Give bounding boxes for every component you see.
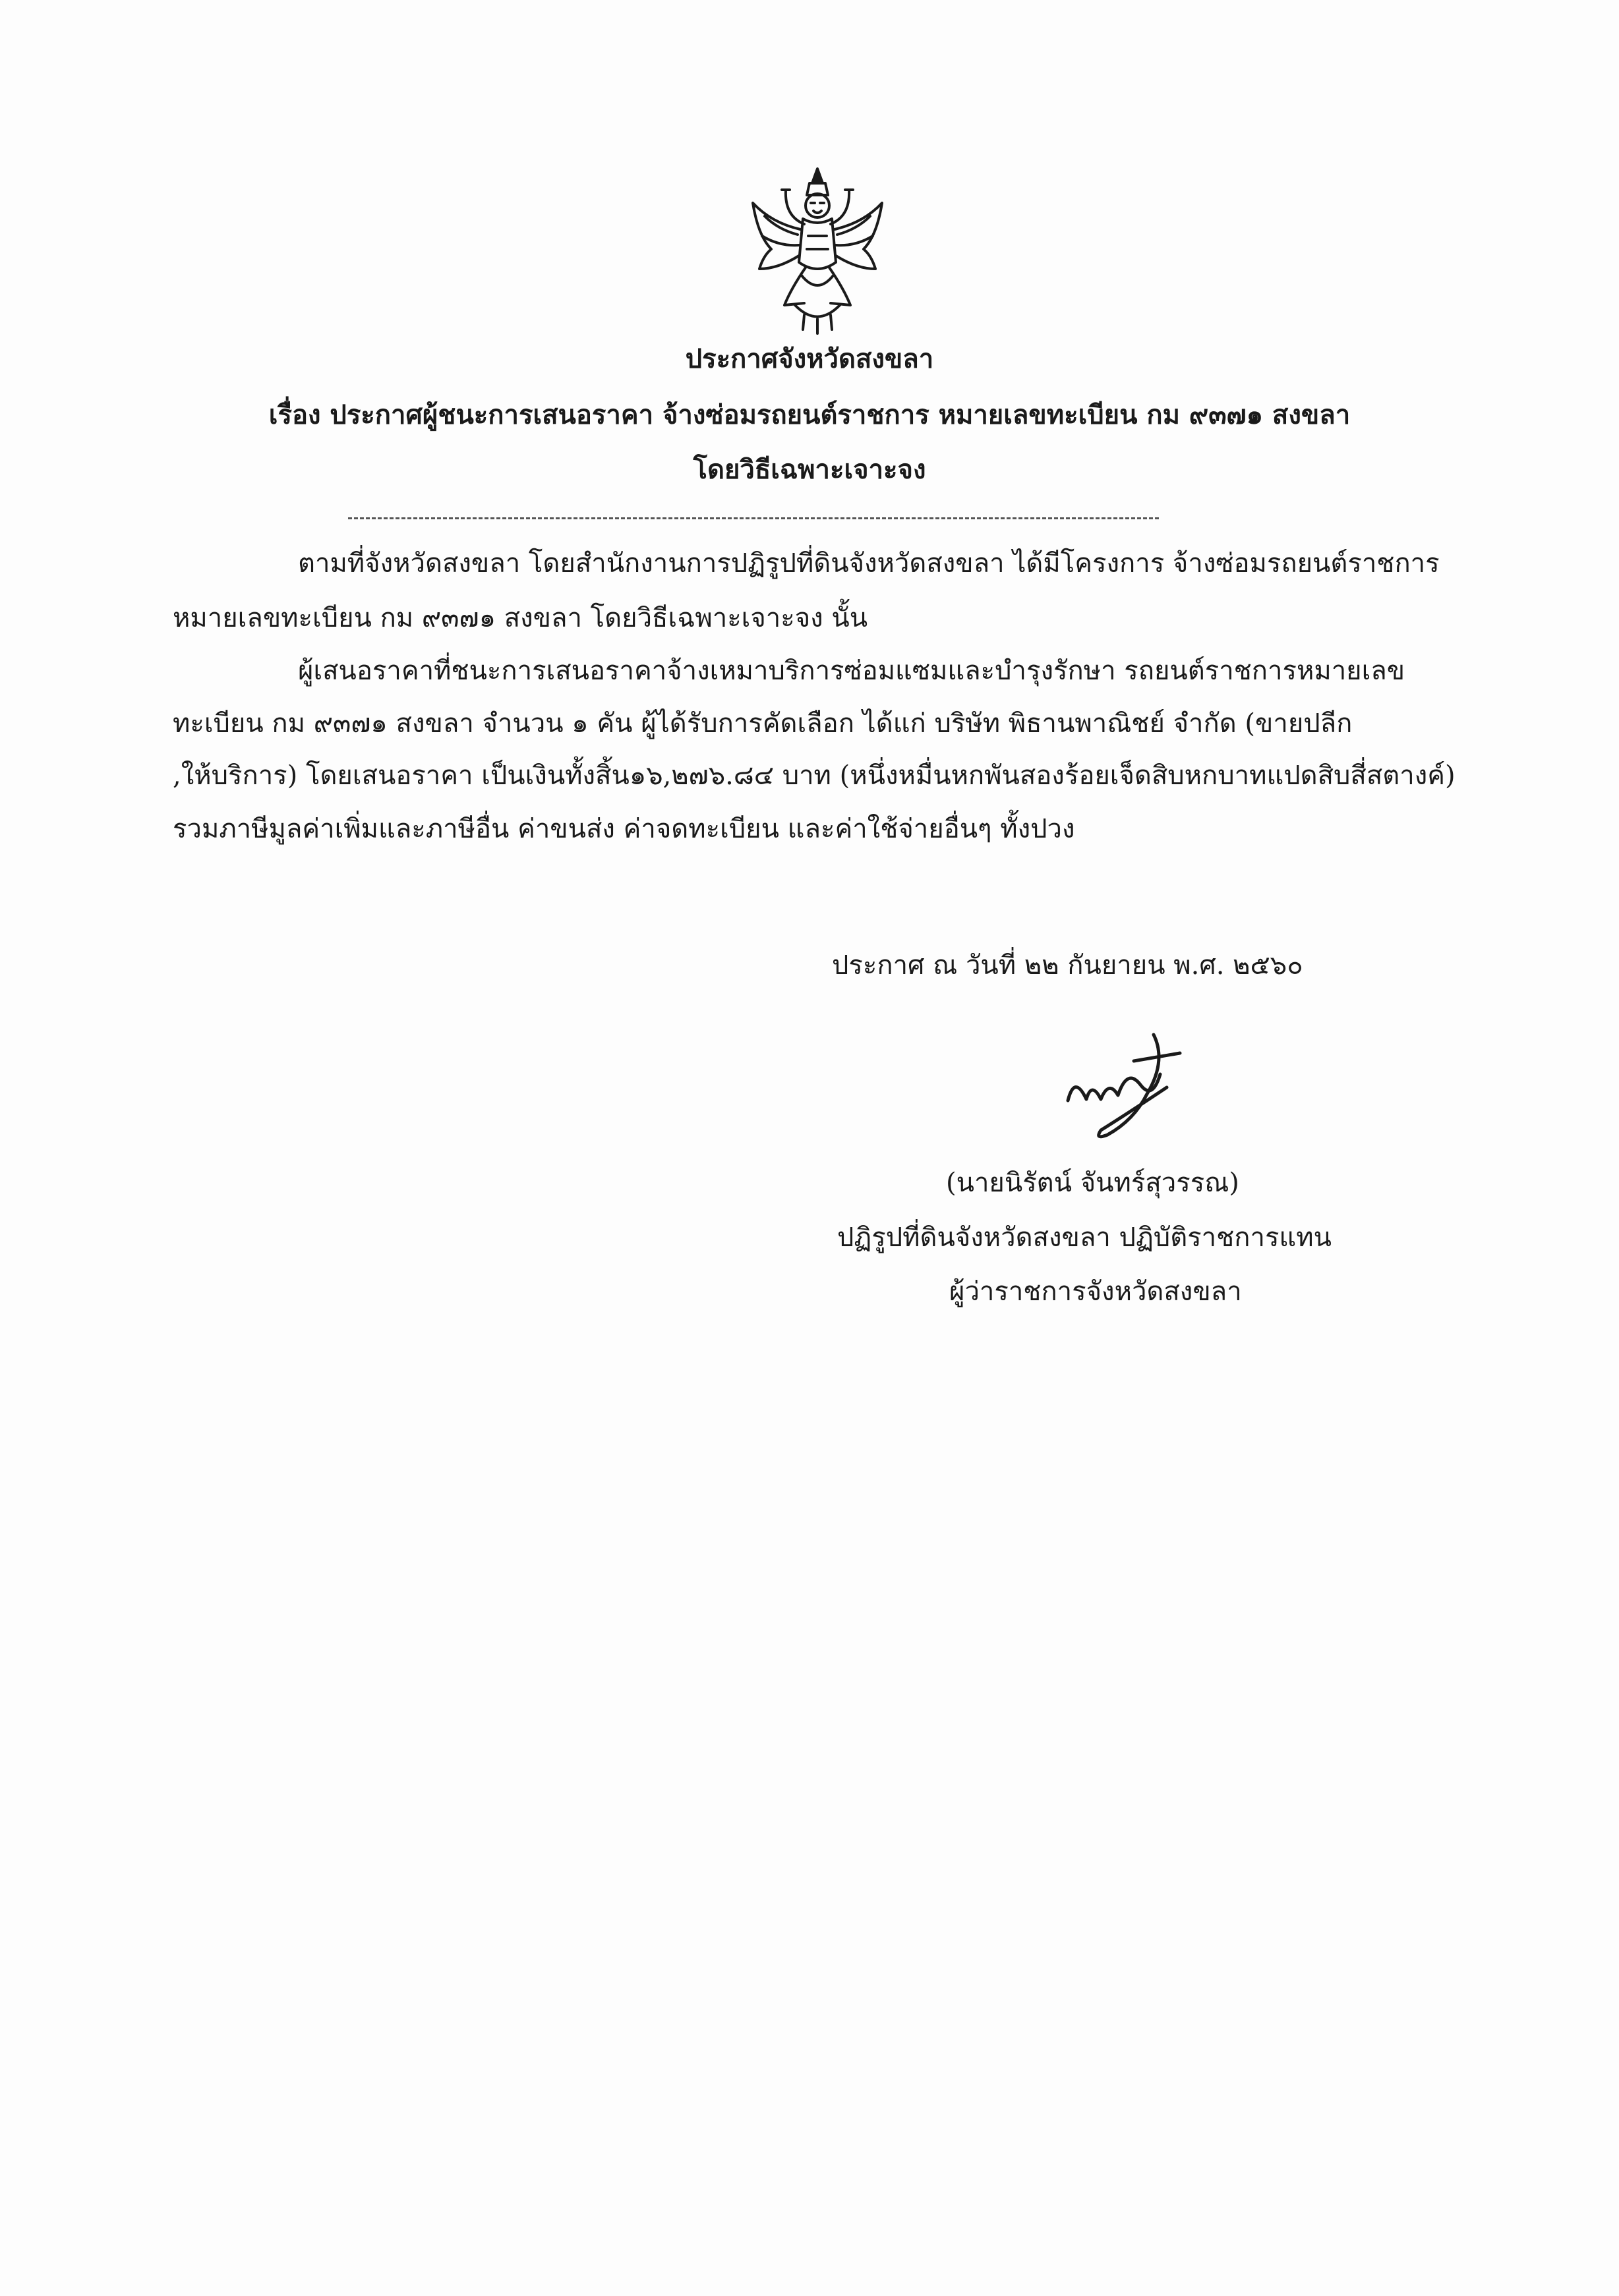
paragraph-2-line-1: ผู้เสนอราคาที่ชนะการเสนอราคาจ้างเหมาบริการซ่อมแซมและบำรุงรักษา รถยนต์ราชการหมายเลข: [298, 656, 1405, 686]
signatory-name: (นายนิรัตน์ จันทร์สุวรรณ): [946, 1168, 1239, 1198]
dashed-divider: [348, 517, 1159, 519]
signatory-position: ปฏิรูปที่ดินจังหวัดสงขลา ปฏิบัติราชการแทน: [837, 1222, 1332, 1253]
announcement-subject: เรื่อง ประกาศผู้ชนะการเสนอราคา จ้างซ่อมรถยนต์ราชการ หมายเลขทะเบียน กม ๙๓๗๑ สงขลา: [268, 399, 1351, 430]
paragraph-2-line-4: รวมภาษีมูลค่าเพิ่มและภาษีอื่น ค่าขนส่ง ค่าจดทะเบียน และค่าใช้จ่ายอื่นๆ ทั้งปวง: [173, 814, 1075, 844]
signature-icon: [1055, 1021, 1206, 1147]
garuda-emblem-icon: [745, 163, 890, 335]
paragraph-1-line-2: หมายเลขทะเบียน กม ๙๓๗๑ สงขลา โดยวิธีเฉพาะเจาะจง นั้น: [173, 603, 868, 633]
announcement-date: ประกาศ ณ วันที่ ๒๒ กันยายน พ.ศ. ๒๕๖๐: [832, 950, 1303, 981]
announcement-title: ประกาศจังหวัดสงขลา: [685, 343, 934, 374]
announcement-method: โดยวิธีเฉพาะเจาะจง: [693, 454, 926, 485]
signatory-position-2: ผู้ว่าราชการจังหวัดสงขลา: [949, 1277, 1242, 1307]
paragraph-2-line-3: ,ให้บริการ) โดยเสนอราคา เป็นเงินทั้งสิ้น๑๖,๒๗๖.๘๔ บาท (หนึ่งหมื่นหกพันสองร้อยเจ็ดสิบหกบาทแปดสิบสี่สตางค์): [173, 761, 1456, 791]
paragraph-1-line-1: ตามที่จังหวัดสงขลา โดยสำนักงานการปฏิรูปที่ดินจังหวัดสงขลา ได้มีโครงการ จ้างซ่อมรถยนต์ราชการ: [298, 548, 1440, 579]
paragraph-2-line-2: ทะเบียน กม ๙๓๗๑ สงขลา จำนวน ๑ คัน ผู้ได้รับการคัดเลือก ได้แก่ บริษัท พิธานพาณิชย์ จำกัด (ขายปลีก: [173, 708, 1353, 739]
